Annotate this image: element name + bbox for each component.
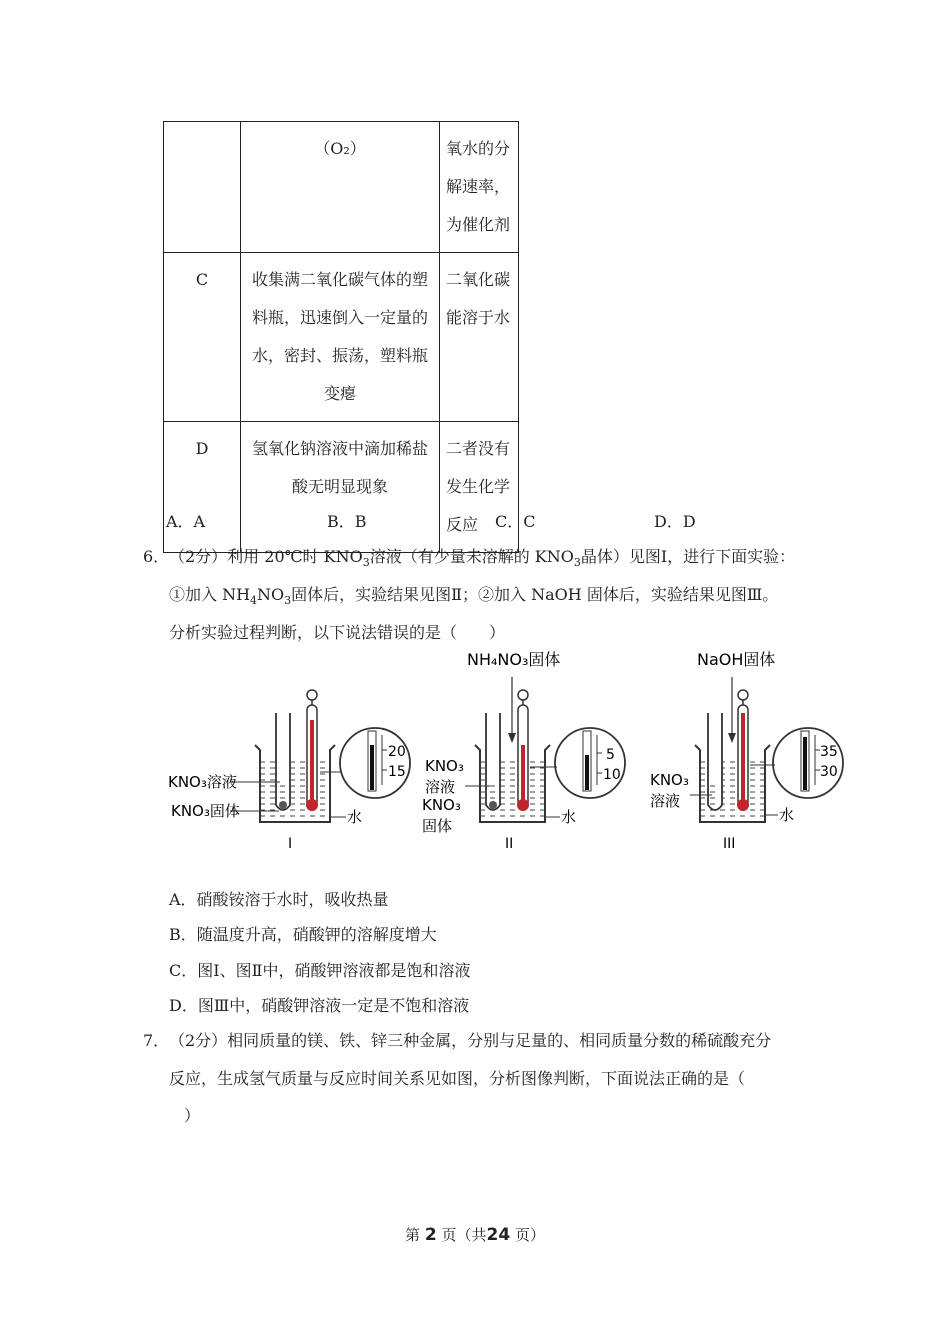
question-7-number: 7． bbox=[143, 1031, 170, 1050]
table-cell: 氧水的分解速率，为催化剂 bbox=[440, 122, 519, 253]
figure-1 bbox=[168, 690, 410, 852]
figure-caption: II bbox=[505, 836, 514, 852]
kno3-solid bbox=[489, 801, 497, 809]
table-cell: 二氧化碳能溶于水 bbox=[440, 253, 519, 422]
option-a[interactable]: A．A bbox=[166, 512, 206, 531]
scale-label: 35 bbox=[820, 744, 838, 760]
question-6-line-2: ①加入 $NH_4NO_3$固体后，实验结果见图Ⅱ；②加入 NaOH 固体后，实验结果见图Ⅲ。 bbox=[169, 585, 779, 608]
water-label: 水 bbox=[779, 806, 795, 824]
solid-label: 固体 bbox=[422, 817, 453, 835]
page-number: 2 bbox=[424, 1225, 437, 1245]
question-6-option-c[interactable]: C．图Ⅰ、图Ⅱ中，硝酸钾溶液都是饱和溶液 bbox=[169, 961, 471, 980]
scale-label: 10 bbox=[603, 767, 621, 783]
option-c[interactable]: C．C bbox=[495, 512, 536, 531]
table-row bbox=[164, 122, 519, 253]
table-cell bbox=[164, 122, 241, 253]
figure-caption: III bbox=[723, 836, 736, 852]
question-5-table bbox=[163, 121, 519, 553]
table-cell: （O₂） bbox=[241, 122, 440, 253]
table-cell: 收集满二氧化碳气体的塑料瓶，迅速倒入一定量的水，密封、振荡，塑料瓶变瘪 bbox=[241, 253, 440, 422]
scale-liquid bbox=[370, 745, 374, 790]
question-7-line-1: （2分）相同质量的镁、铁、锌三种金属，分别与足量的、相同质量分数的稀硫酸充分 bbox=[169, 1031, 772, 1050]
question-6-number: 6． bbox=[143, 547, 170, 566]
scale-label: 30 bbox=[820, 764, 838, 780]
table-cell: 二者没有发生化学反应 bbox=[440, 422, 519, 553]
table-row bbox=[164, 253, 519, 422]
thermometer-bulb bbox=[306, 799, 318, 811]
option-b[interactable]: B．B bbox=[327, 512, 367, 531]
question-7-line-3: ） bbox=[184, 1106, 201, 1125]
added-solid-label: NH₄NO₃固体 bbox=[467, 650, 561, 669]
scale-label: 20 bbox=[388, 744, 406, 760]
table-row bbox=[164, 422, 519, 553]
kno3-solid bbox=[279, 801, 287, 809]
solution-label: 溶液 bbox=[425, 778, 456, 796]
question-6-option-b[interactable]: B．随温度升高，硝酸钾的溶解度增大 bbox=[169, 925, 437, 944]
solution-label: KNO₃ bbox=[650, 771, 689, 789]
table-cell: C bbox=[164, 253, 241, 422]
table-cell: 氢氧化钠溶液中滴加稀盐酸无明显现象 bbox=[241, 422, 440, 553]
water-label: 水 bbox=[561, 808, 577, 826]
solution-label: KNO₃ bbox=[425, 757, 464, 775]
thermometer-ring bbox=[307, 690, 317, 700]
water-level bbox=[260, 760, 330, 822]
solid-label: KNO₃固体 bbox=[171, 802, 240, 820]
table-cell: D bbox=[164, 422, 241, 553]
option-d[interactable]: D．D bbox=[654, 512, 696, 531]
question-6-option-d[interactable]: D．图Ⅲ中，硝酸钾溶液一定是不饱和溶液 bbox=[169, 996, 470, 1015]
figure-3 bbox=[650, 650, 843, 852]
question-6-line-1: （2分）利用 20℃时 $KNO_3$溶液（有少量未溶解的 $KNO_3$晶体）见图Ⅰ，进行下面实验： bbox=[169, 547, 796, 570]
water-label: 水 bbox=[347, 808, 363, 826]
page-total: 24 bbox=[486, 1225, 511, 1245]
solution-label: KNO₃溶液 bbox=[168, 773, 237, 791]
scale-label: 15 bbox=[388, 764, 406, 780]
added-solid-label: NaOH固体 bbox=[697, 650, 776, 669]
solution-label: 溶液 bbox=[650, 792, 681, 810]
solid-label: KNO₃ bbox=[422, 796, 461, 814]
figure-caption: I bbox=[288, 836, 293, 852]
question-6-option-a[interactable]: A．硝酸铵溶于水时，吸收热量 bbox=[169, 890, 389, 909]
scale-label: 5 bbox=[606, 747, 615, 763]
question-6-line-3: 分析实验过程判断，以下说法错误的是（ ） bbox=[169, 623, 506, 642]
question-7-line-2: 反应，生成氢气质量与反应时间关系见如图，分析图像判断，下面说法正确的是（ bbox=[169, 1069, 746, 1088]
experiment-figure bbox=[160, 645, 860, 860]
figure-2 bbox=[422, 650, 625, 852]
page-footer: 第 2 页（共24 页） bbox=[405, 1225, 545, 1245]
